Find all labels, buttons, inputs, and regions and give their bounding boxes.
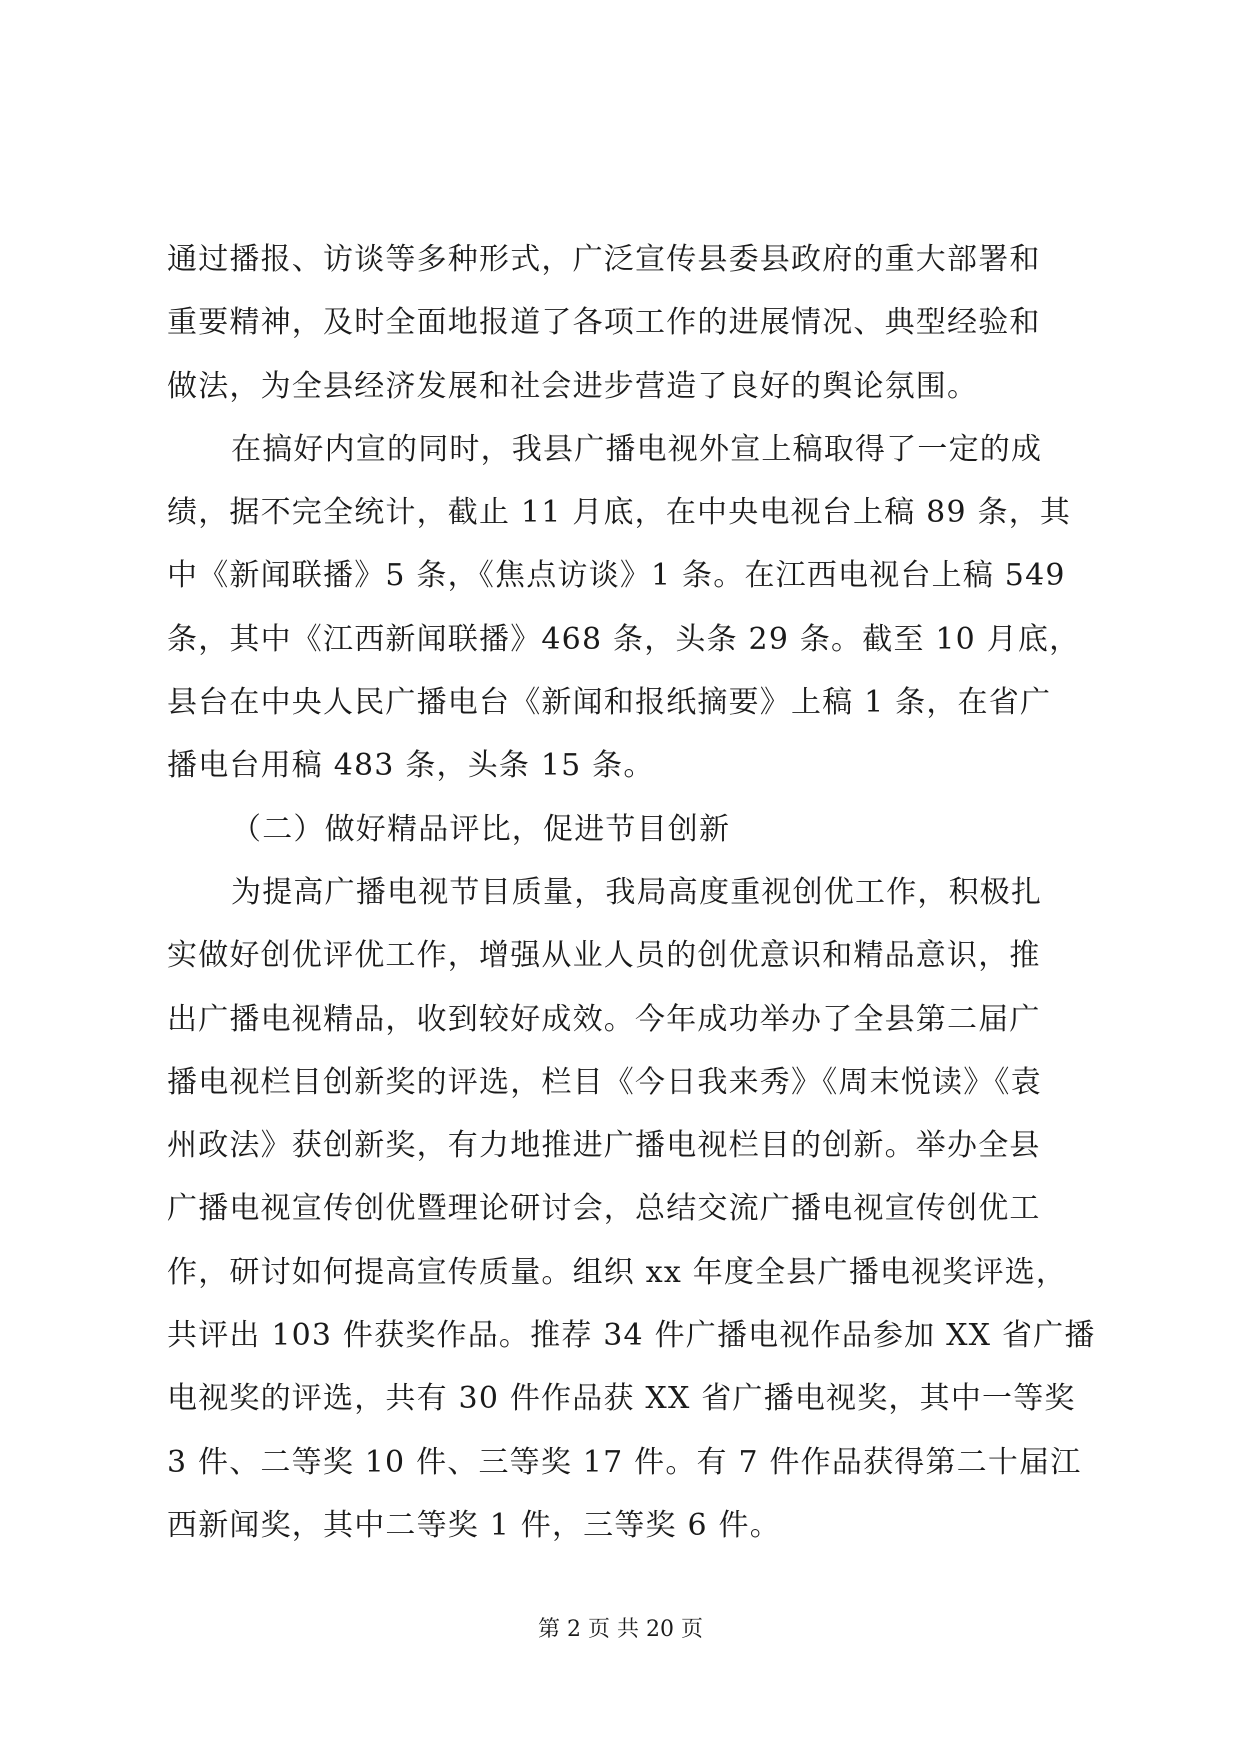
paragraph-start-line: 在搞好内宣的同时，我县广播电视外宣上稿取得了一定的成: [231, 431, 1043, 467]
section-heading: （二）做好精品评比，促进节目创新: [231, 811, 731, 847]
body-text: [167, 228, 1096, 1557]
text-line: 3 件、二等奖 10 件、三等奖 17 件。有 7 件作品获得第二十届江: [167, 1444, 1082, 1480]
text-line: 作，研讨如何提高宣传质量。组织 xx 年度全县广播电视奖评选，: [167, 1254, 1068, 1290]
text-line: 电视奖的评选，共有 30 件作品获 XX 省广播电视奖，其中一等奖: [167, 1381, 1076, 1417]
text-line: 西新闻奖，其中二等奖 1 件，三等奖 6 件。: [167, 1507, 781, 1543]
text-line: 广播电视宣传创优暨理论研讨会，总结交流广播电视宣传创优工: [167, 1191, 1041, 1227]
text-line: 通过播报、访谈等多种形式，广泛宣传县委县政府的重大部署和: [167, 242, 1041, 277]
text-line: 绩，据不完全统计，截止 11 月底，在中央电视台上稿 89 条，其: [167, 495, 1072, 531]
text-line: 实做好创优评优工作，增强从业人员的创优意识和精品意识，推: [167, 938, 1041, 974]
text-line: 州政法》获创新奖，有力地推进广播电视栏目的创新。举办全县: [167, 1128, 1041, 1164]
text-line: 条，其中《江西新闻联播》468 条，头条 29 条。截至 10 月底，: [167, 621, 1081, 657]
text-line: 共评出 103 件获奖作品。推荐 34 件广播电视作品参加 XX 省广播: [167, 1318, 1096, 1354]
text-line: 出广播电视精品，收到较好成效。今年成功举办了全县第二届广: [167, 1001, 1041, 1037]
page-number-footer: 第 2 页 共 20 页: [538, 1617, 703, 1642]
text-line: 播电视栏目创新奖的评选，栏目《今日我来秀》《周末悦读》《袁: [167, 1064, 1042, 1100]
text-line: 播电台用稿 483 条，头条 15 条。: [167, 748, 655, 784]
text-line: 县台在中央人民广播电台《新闻和报纸摘要》上稿 1 条，在省广: [167, 685, 1052, 721]
text-line: 中《新闻联播》5 条，《焦点访谈》1 条。在江西电视台上稿 549: [167, 558, 1066, 594]
text-line: 重要精神，及时全面地报道了各项工作的进展情况、典型经验和: [167, 305, 1041, 341]
paragraph-start-line: 为提高广播电视节目质量，我局高度重视创优工作，积极扎: [231, 874, 1043, 910]
text-line: 做法，为全县经济发展和社会进步营造了良好的舆论氛围。: [167, 368, 979, 404]
